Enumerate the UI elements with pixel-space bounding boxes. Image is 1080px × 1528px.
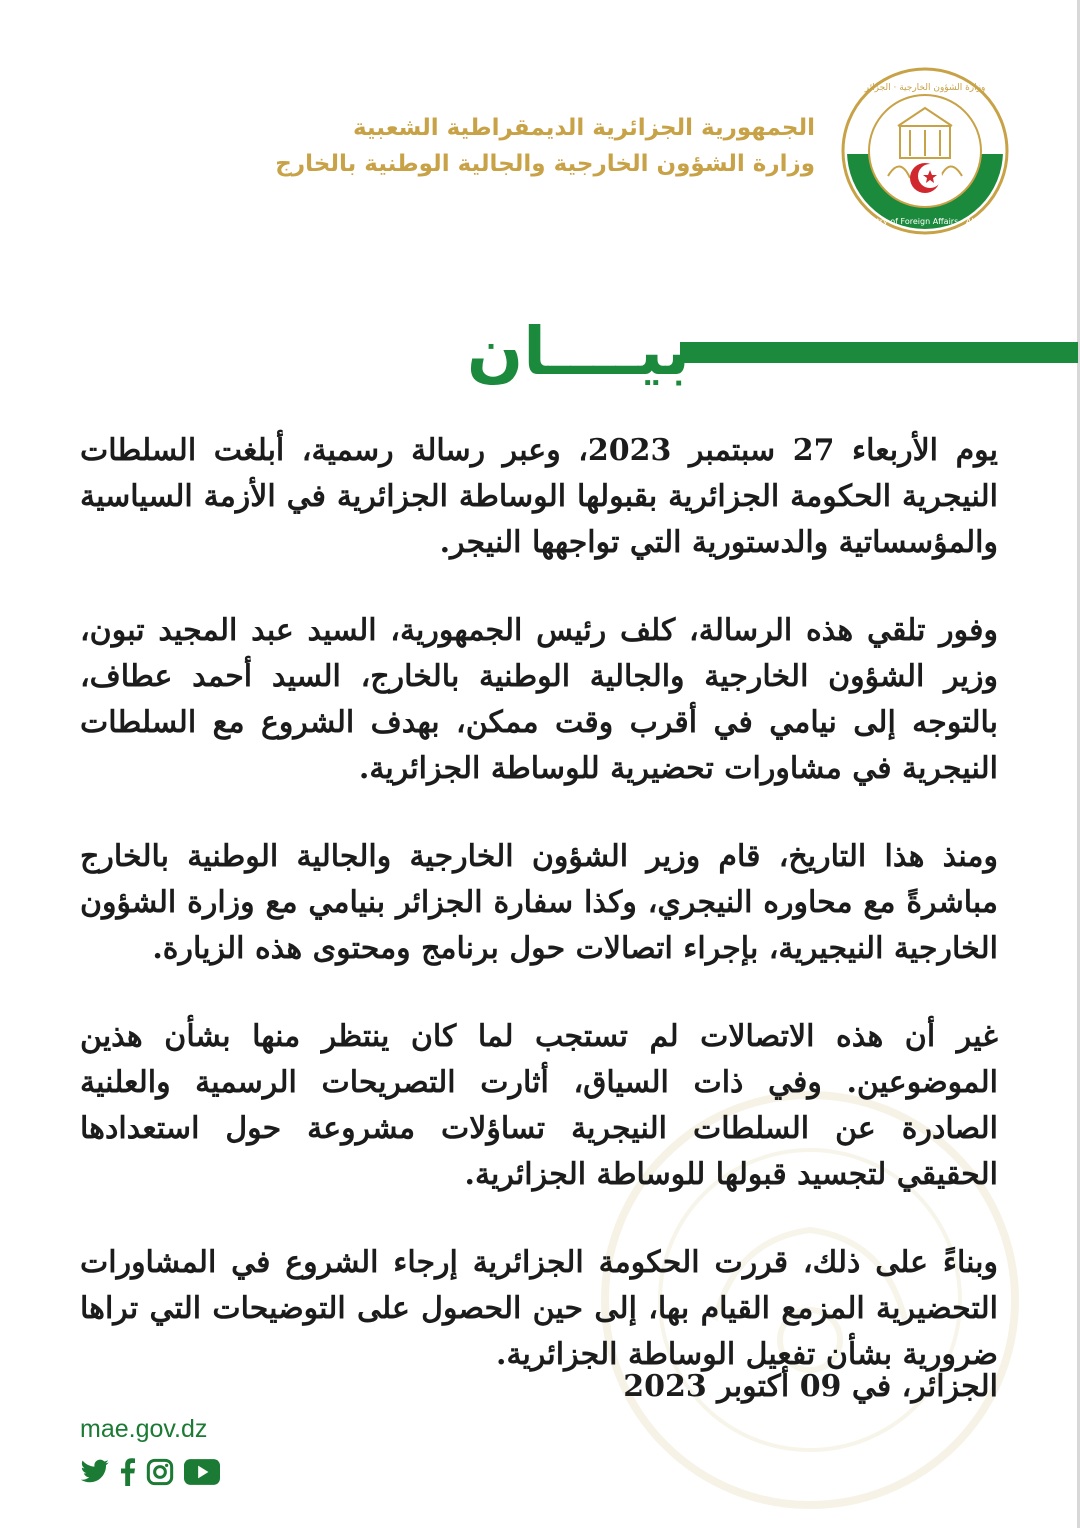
footer <box>80 1414 220 1486</box>
emblem-arabic-text: وزارة الشؤون الخارجية · الجزائر <box>864 83 986 93</box>
title-container <box>400 312 690 392</box>
twitter-icon[interactable] <box>80 1459 110 1485</box>
instagram-icon[interactable] <box>146 1458 174 1486</box>
date-line: الجزائر، في 09 أكتوبر 2023 <box>623 1369 998 1404</box>
statement-body <box>80 428 998 1420</box>
social-links <box>80 1458 220 1486</box>
website-link[interactable]: mae.gov.dz <box>80 1415 208 1443</box>
emblem-latin-text: Ministry of Foreign Affairs · Algeria <box>855 217 995 226</box>
paragraph-1: يوم الأربعاء 27 سبتمبر 2023، وعبر رسالة رسمية، أبلغت السلطات النيجرية الحكومة الجزائرية بقبولها الوساطة الجزائرية في الأزمة السياسية والمؤسساتية والدستورية التي تواجهها النيجر. <box>80 433 998 560</box>
title-bar <box>680 342 1078 363</box>
youtube-icon[interactable] <box>184 1459 220 1485</box>
paragraph-4: غير أن هذه الاتصالات لم تستجب لما كان ينتظر منها بشأن هذين الموضوعين. وفي ذات السياق، أثارت التصريحات الرسمية والعلنية الصادرة عن السلطات النيجرية تساؤلات مشروعة حول استعدادها الحقيقي لتجسيد قبولها للوساطة الجزائرية. <box>80 1019 998 1192</box>
ministry-name: وزارة الشؤون الخارجية والجالية الوطنية بالخارج <box>275 151 815 177</box>
ministry-emblem-icon <box>840 66 1010 236</box>
paragraph-2: وفور تلقي هذه الرسالة، كلف رئيس الجمهورية، السيد عبد المجيد تبون، وزير الشؤون الخارجية والجالية الوطنية بالخارج، السيد أحمد عطاف، بالتوجه إلى نيامي في أقرب وقت ممكن، بهدف الشروع مع السلطات النيجرية في مشاورات تحضيرية للوساطة الجزائرية. <box>80 613 998 786</box>
page-title: بيــــان <box>466 313 690 390</box>
letterhead <box>250 110 815 182</box>
paragraph-3: ومنذ هذا التاريخ، قام وزير الشؤون الخارجية والجالية الوطنية بالخارج مباشرةً مع محاوره النيجري، وكذا سفارة الجزائر بنيامي مع وزارة الشؤون الخارجية النيجيرية، بإجراء اتصالات حول برنامج ومحتوى هذه الزيارة. <box>80 839 998 966</box>
paragraph-5: وبناءً على ذلك، قررت الحكومة الجزائرية إرجاء الشروع في المشاورات التحضيرية المزمع القيام بها، إلى حين الحصول على التوضيحات التي تراها ضرورية بشأن تفعيل الوساطة الجزائرية. <box>80 1245 998 1372</box>
facebook-icon[interactable] <box>120 1458 136 1486</box>
republic-name: الجمهورية الجزائرية الديمقراطية الشعبية <box>352 115 815 141</box>
